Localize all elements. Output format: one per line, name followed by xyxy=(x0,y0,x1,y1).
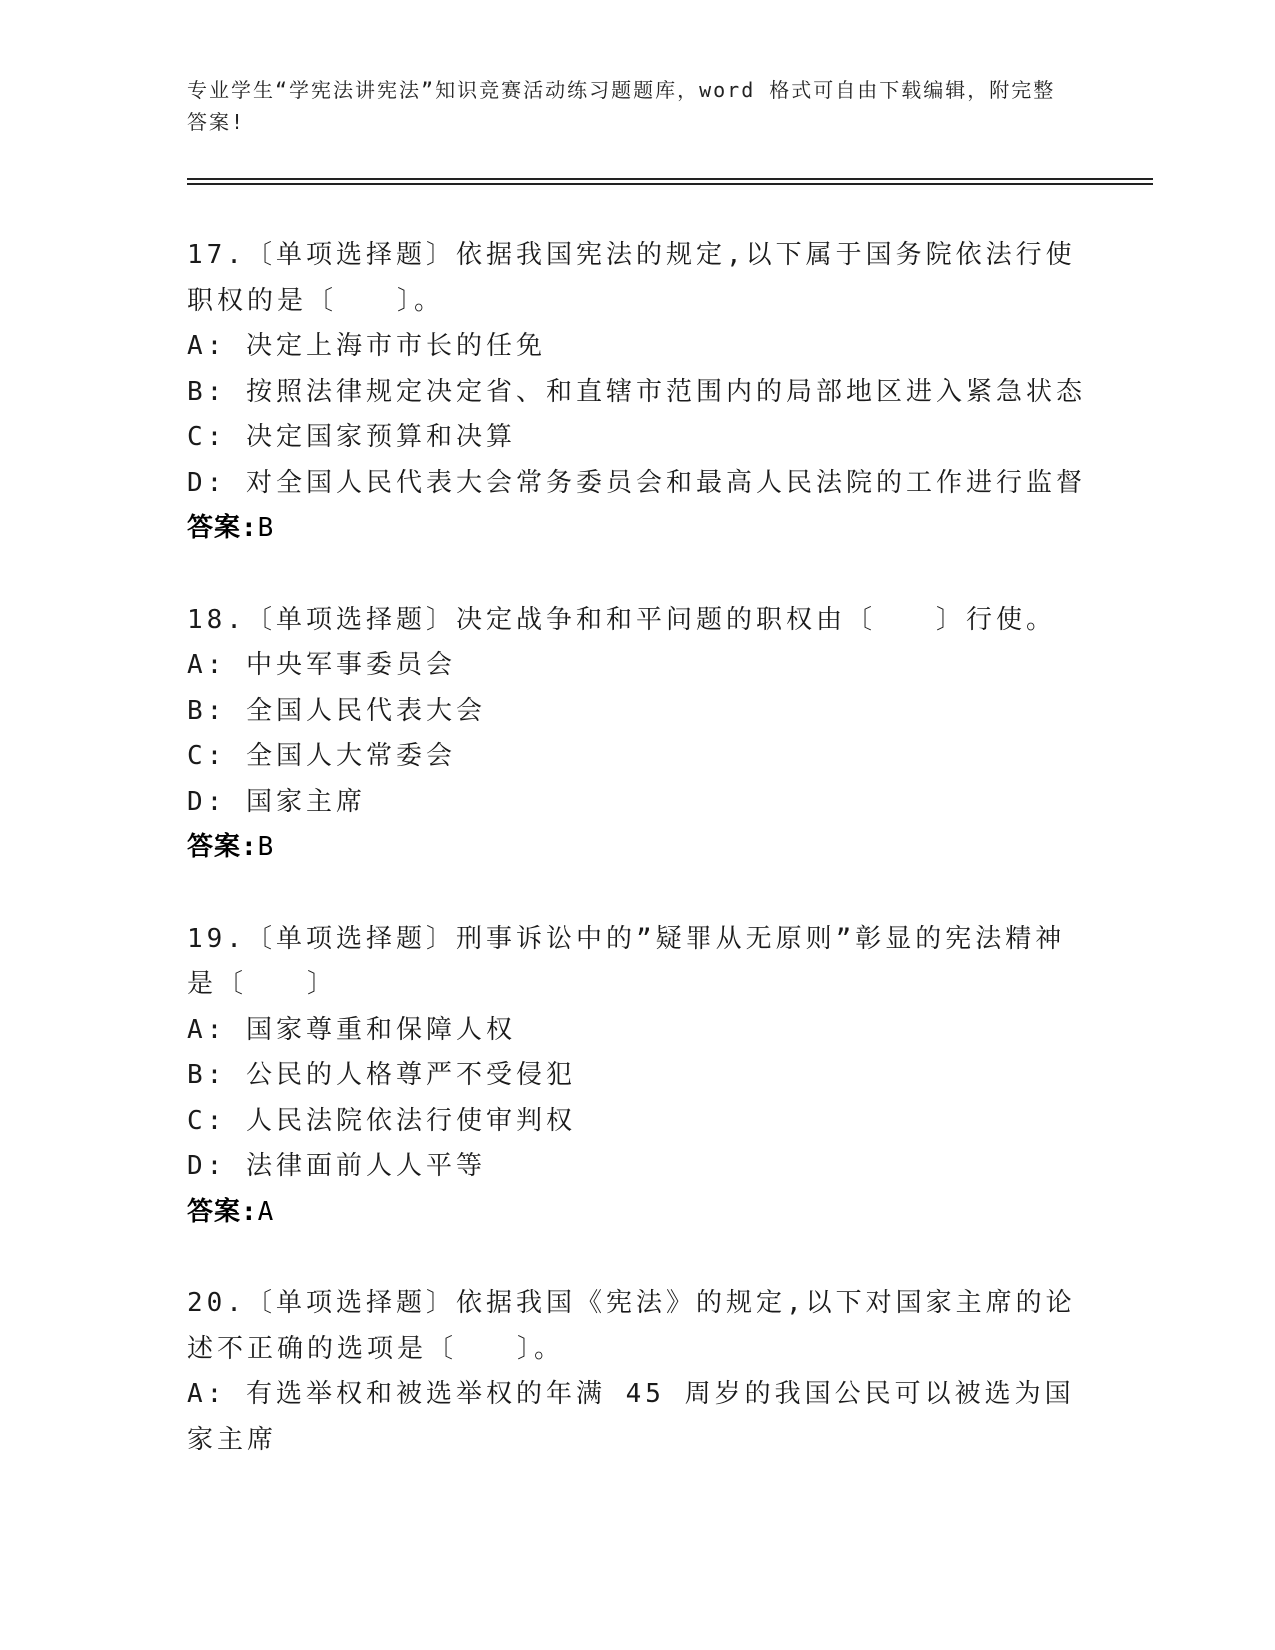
option-c: C: 决定国家预算和决算 xyxy=(187,422,516,452)
answer-line xyxy=(187,1190,1087,1236)
question-20 xyxy=(187,1281,1087,1463)
answer-label: 答案: xyxy=(187,832,258,862)
option-d: D: 国家主席 xyxy=(187,786,366,817)
question-17 xyxy=(187,233,1087,552)
question-stem: 19.〔单项选择题〕刑事诉讼中的”疑罪从无原则”彰显的宪法精神是〔 〕 xyxy=(187,923,1066,999)
header-rule-bottom xyxy=(187,183,1153,185)
answer-line xyxy=(187,825,1087,871)
answer-label: 答案: xyxy=(187,1196,258,1227)
option-c: C: 人民法院依法行使审判权 xyxy=(187,1105,576,1136)
option-b: B: 全国人民代表大会 xyxy=(187,695,486,726)
answer-label: 答案: xyxy=(187,513,258,543)
question-19 xyxy=(187,917,1087,1236)
option-b: B: 公民的人格尊严不受侵犯 xyxy=(187,1060,576,1090)
question-list xyxy=(187,233,1087,1509)
document-header: 专业学生“学宪法讲宪法”知识竞赛活动练习题题库，word 格式可自由下载编辑，附完整答案! xyxy=(187,78,1056,134)
question-stem: 18.〔单项选择题〕决定战争和和平问题的职权由〔 〕行使。 xyxy=(187,604,1056,635)
option-a: A: 中央军事委员会 xyxy=(187,650,456,680)
option-c: C: 全国人大常委会 xyxy=(187,741,456,771)
question-stem: 20.〔单项选择题〕依据我国《宪法》的规定,以下对国家主席的论述不正确的选项是〔 〕。 xyxy=(187,1288,1076,1364)
option-a: A: 国家尊重和保障人权 xyxy=(187,1014,516,1045)
option-d: D: 对全国人民代表大会常务委员会和最高人民法院的工作进行监督 xyxy=(187,467,1086,498)
option-a: A: 有选举权和被选举权的年满 45 周岁的我国公民可以被选为国家主席 xyxy=(187,1379,1075,1455)
answer-value: B xyxy=(257,832,275,862)
answer-value: B xyxy=(257,513,275,543)
option-b: B: 按照法律规定决定省、和直辖市范围内的局部地区进入紧急状态 xyxy=(187,376,1086,407)
answer-line xyxy=(187,506,1087,552)
question-stem: 17.〔单项选择题〕依据我国宪法的规定,以下属于国务院依法行使职权的是〔 〕。 xyxy=(187,240,1076,316)
answer-value: A xyxy=(257,1196,275,1227)
option-a: A: 决定上海市市长的任免 xyxy=(187,331,546,361)
header-rule-top xyxy=(187,178,1153,180)
question-18 xyxy=(187,598,1087,871)
option-d: D: 法律面前人人平等 xyxy=(187,1151,486,1181)
